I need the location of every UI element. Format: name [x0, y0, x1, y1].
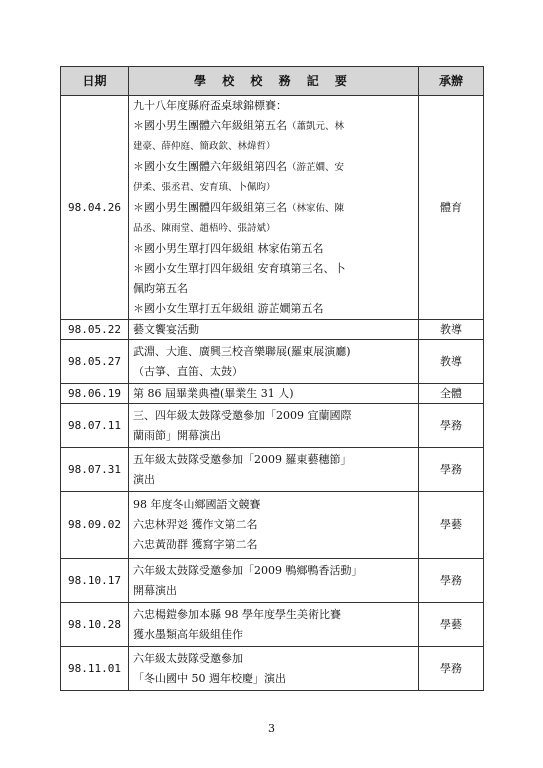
page-number: 3 [268, 722, 275, 735]
table-row [61, 320, 484, 340]
row-dept: 全體 [419, 384, 484, 404]
event-line: 98 年度冬山鄉國語文競賽 [133, 498, 261, 511]
row-dept: 學藝 [419, 603, 484, 647]
event-line: 品丞、陳雨堂、趙梧吟、張詩斌） [133, 223, 276, 234]
event-note: （蕭凱元、林 [287, 121, 345, 132]
row-event [129, 559, 419, 603]
table-row [61, 647, 484, 691]
row-event [129, 384, 419, 404]
row-event [129, 647, 419, 691]
table-row [61, 448, 484, 492]
row-date: 98.11.01 [61, 647, 129, 691]
event-line: 三、四年級太鼓隊受邀參加「2009 宜蘭國際 [133, 408, 352, 422]
row-event [129, 96, 419, 320]
event-line: 伊柔、張丞君、安育瑱、卜佩昀） [133, 182, 276, 193]
row-event [129, 448, 419, 492]
row-event [129, 340, 419, 384]
event-line: 六年級太鼓隊受邀參加「2009 鴨鄉鴨香活動」 [133, 563, 363, 577]
event-line: 蘭雨節」開幕演出 [133, 428, 221, 442]
header-event: 學 校 校 務 記 要 [129, 67, 419, 96]
event-line: 「冬山國中 50 週年校慶」演出 [133, 671, 286, 685]
event-line: 第 86 屆畢業典禮(畢業生 31 人) [133, 386, 294, 400]
table-row [61, 384, 484, 404]
event-line: （古箏、直笛、太鼓） [133, 364, 243, 378]
row-date: 98.07.31 [61, 448, 129, 492]
event-line: 武淵、大進、廣興三校音樂聯展(羅東展演廳) [133, 344, 351, 358]
row-event [129, 603, 419, 647]
row-date: 98.10.17 [61, 559, 129, 603]
header-row [61, 67, 484, 96]
header-dept: 承辦 [419, 67, 484, 96]
event-line: 六忠黃劭群 獲寫字第二名 [133, 538, 258, 551]
row-dept: 教導 [419, 340, 484, 384]
table-row [61, 603, 484, 647]
row-date: 98.05.27 [61, 340, 129, 384]
event-line: ＊國小女生團體六年級組第四名（游芷嫺、安 [133, 160, 345, 173]
row-date: 98.09.02 [61, 492, 129, 559]
row-dept: 學務 [419, 559, 484, 603]
event-line: 五年級太鼓隊受邀參加「2009 羅東藝穗節」 [133, 452, 352, 466]
row-date: 98.06.19 [61, 384, 129, 404]
row-date: 98.07.11 [61, 404, 129, 448]
event-line: ＊國小女生單打四年級組 安育瑱第三名、卜 [133, 262, 346, 275]
row-dept: 體育 [419, 96, 484, 320]
row-event [129, 492, 419, 559]
table-row [61, 492, 484, 559]
table-row [61, 404, 484, 448]
table-row [61, 559, 484, 603]
event-line: ＊國小男生單打四年級組 林家佑第五名 [133, 242, 324, 255]
event-note: （林家佑、陳 [287, 203, 345, 214]
event-line: 九十八年度縣府盃桌球錦標賽： [133, 99, 287, 112]
row-date: 98.04.26 [61, 96, 129, 320]
table-row [61, 96, 484, 320]
table-row [61, 340, 484, 384]
records-table [60, 66, 484, 691]
event-line: 六年級太鼓隊受邀參加 [133, 651, 243, 665]
event-line: ＊國小男生團體六年級組第五名（蕭凱元、林 [133, 119, 345, 132]
row-dept: 學務 [419, 448, 484, 492]
event-line: 開幕演出 [133, 583, 177, 597]
row-dept: 學務 [419, 647, 484, 691]
header-date: 日期 [61, 67, 129, 96]
event-line: 六忠林羿彣 獲作文第二名 [133, 518, 258, 531]
row-date: 98.10.28 [61, 603, 129, 647]
row-dept: 教導 [419, 320, 484, 340]
event-line: 佩昀第五名 [133, 282, 188, 295]
row-event [129, 320, 419, 340]
row-date: 98.05.22 [61, 320, 129, 340]
row-dept: 學藝 [419, 492, 484, 559]
event-note: （游芷嫺、安 [287, 162, 345, 173]
event-line: ＊國小女生單打五年級組 游芷嫺第五名 [133, 302, 324, 315]
event-line: 獲水墨類高年級組佳作 [133, 627, 243, 641]
event-line: 演出 [133, 472, 155, 486]
event-line: ＊國小男生團體四年級組第三名（林家佑、陳 [133, 201, 345, 214]
row-dept: 學務 [419, 404, 484, 448]
event-line: 六忠楊鎧參加本縣 98 學年度學生美術比賽 [133, 607, 341, 621]
event-line: 藝文饗宴活動 [133, 322, 199, 336]
event-line: 建豪、薛仲庭、簡政欽、林煒哲） [133, 141, 276, 152]
row-event [129, 404, 419, 448]
